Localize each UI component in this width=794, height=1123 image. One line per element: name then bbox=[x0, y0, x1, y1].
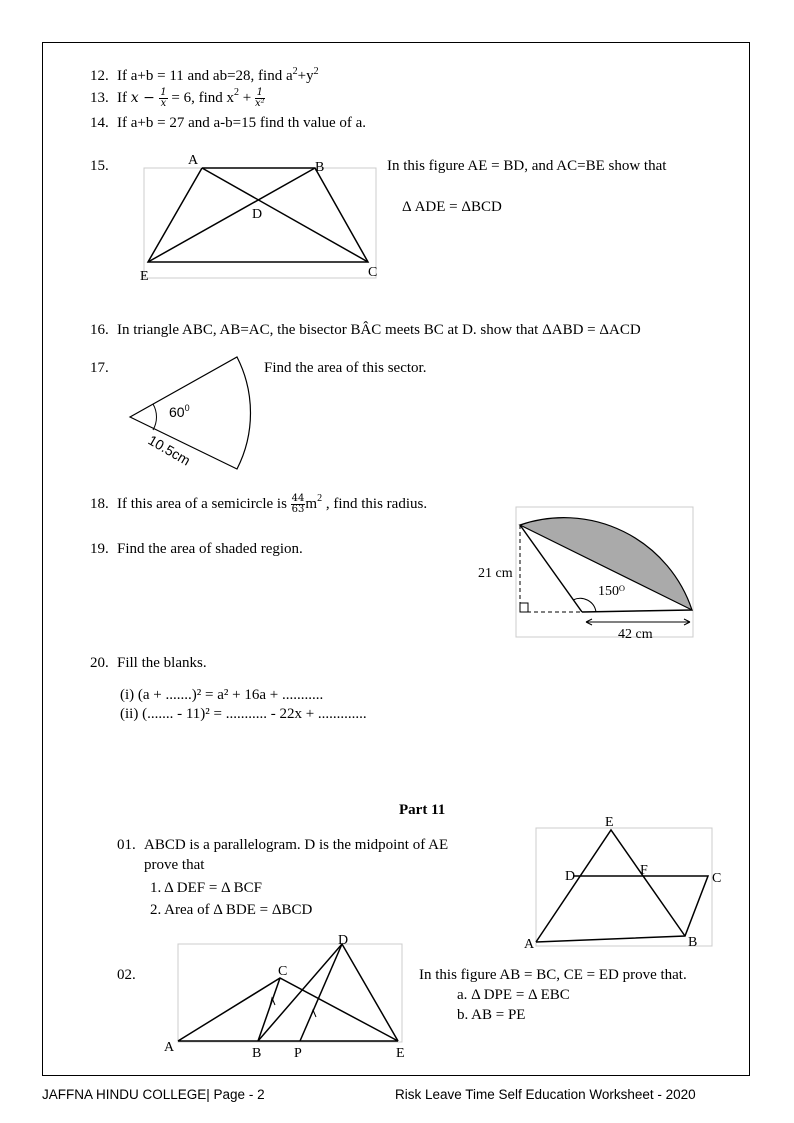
question-15-text: In this figure AE = BD, and AC=BE show that bbox=[387, 158, 667, 174]
svg-text:42 cm: 42 cm bbox=[618, 627, 653, 642]
question-18: 18. If this area of a semicircle is $\frac{44}{63}$ $m^2$ , find this radius. bbox=[90, 493, 428, 515]
svg-text:F: F bbox=[640, 863, 648, 878]
footer-left: JAFFNA HINDU COLLEGE| Page - 2 bbox=[42, 1087, 265, 1102]
figure-part2-01 bbox=[520, 812, 735, 952]
angle-arc bbox=[153, 404, 156, 430]
svg-text:B: B bbox=[315, 160, 325, 175]
svg-text:C: C bbox=[278, 964, 288, 979]
question-19: 19. Find the area of shaded region. bbox=[90, 541, 303, 557]
svg-text:E: E bbox=[140, 269, 149, 284]
question-17-text: Find the area of this sector. bbox=[264, 360, 427, 376]
svg-text:C: C bbox=[712, 871, 722, 886]
part2-q01-sub2: 2. Area of Δ BDE = ΔBCD bbox=[150, 902, 313, 918]
question-12: 12. If a+b = 11 and ab=28, find $a^2+y^2$ bbox=[90, 66, 319, 84]
part2-q02-a: a. Δ DPE = Δ EBC bbox=[457, 987, 570, 1003]
part2-q01-sub1: 1. Δ DEF = Δ BCF bbox=[150, 880, 262, 896]
question-20: 20. Fill the blanks. bbox=[90, 655, 207, 671]
question-14: 14. If a+b = 27 and a-b=15 find th value of a. bbox=[90, 115, 367, 131]
svg-text:P: P bbox=[294, 1046, 302, 1061]
question-13: 13. If x − $\frac{1}{x}$ = 6, find $x^2$ + $\frac{1}{\text{x²}}$ bbox=[90, 87, 265, 109]
footer-right: Risk Leave Time Self Education Worksheet - 2020 bbox=[395, 1087, 696, 1102]
svg-text:E: E bbox=[605, 815, 614, 830]
svg-text:B: B bbox=[688, 935, 698, 950]
svg-text:C: C bbox=[368, 265, 378, 280]
part-title: Part 11 bbox=[399, 802, 446, 818]
figure-17-sector bbox=[125, 355, 265, 480]
part2-q02-text: In this figure AB = BC, CE = ED prove that. bbox=[419, 967, 687, 983]
figure-part2-02 bbox=[160, 930, 420, 1062]
svg-text:21 cm: 21 cm bbox=[478, 566, 513, 581]
svg-text:A: A bbox=[164, 1040, 175, 1055]
part2-q01-line2: prove that bbox=[144, 857, 205, 873]
svg-text:D: D bbox=[252, 207, 263, 222]
diagonal-ac bbox=[202, 168, 368, 262]
part2-q02-b: b. AB = PE bbox=[457, 1007, 526, 1023]
part2-q01: 01. ABCD is a parallelogram. D is the midpoint of AE bbox=[117, 837, 449, 853]
svg-text:A: A bbox=[188, 153, 199, 168]
svg-text:D: D bbox=[565, 869, 576, 884]
figure-15 bbox=[140, 150, 390, 285]
svg-text:D: D bbox=[338, 933, 349, 948]
svg-text:600: $60^0$ bbox=[169, 403, 190, 420]
svg-text:10.5cm: 10.5cm bbox=[145, 431, 194, 469]
diagonal-be bbox=[148, 168, 315, 262]
svg-text:A: A bbox=[524, 937, 535, 952]
figure-19-shaded bbox=[478, 505, 698, 645]
question-20-ii: (ii) (....... - 11)² = ........... - 22x + ............. bbox=[120, 706, 367, 722]
question-20-i: (i) (a + .......)² = a² + 16a + ........... bbox=[120, 687, 324, 703]
svg-text:150ᴼ: 150ᴼ bbox=[598, 584, 625, 599]
part2-q02-number: 02. bbox=[117, 967, 136, 983]
question-17-number: 17. bbox=[90, 360, 109, 376]
svg-text:B: B bbox=[252, 1046, 262, 1061]
question-16: 16. In triangle ABC, AB=AC, the bisector BÂC meets BC at D. show that ΔABD = ΔACD bbox=[90, 322, 641, 338]
question-15-claim: Δ ADE = ΔBCD bbox=[402, 199, 502, 215]
svg-text:E: E bbox=[396, 1046, 405, 1061]
question-15-number: 15. bbox=[90, 158, 109, 174]
